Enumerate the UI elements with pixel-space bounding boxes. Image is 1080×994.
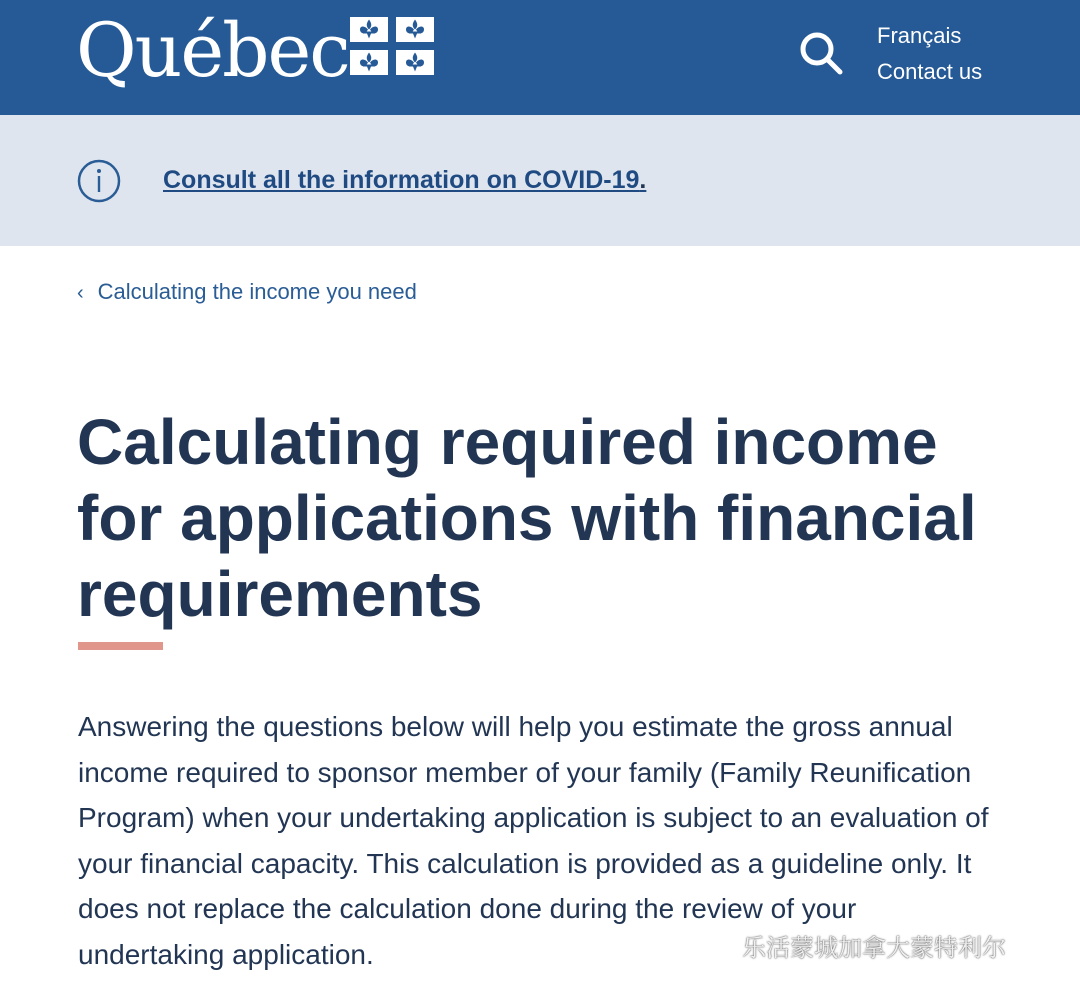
search-icon[interactable] [798, 30, 844, 76]
info-icon [77, 159, 121, 203]
wechat-icon [702, 932, 736, 960]
covid-info-link[interactable] [163, 166, 646, 195]
quebec-logo[interactable]: Québec [76, 8, 349, 94]
intro-paragraph: Answering the questions below will help you estimate the gross annual income required to sponsor member of your family (Family Reunification Program) when your undertaking application is subject to an evaluation of your financial capacity. This calculation is provided as a guideline only. It does not replace the calculation done during the review of your undertaking application. [78, 711, 989, 970]
covid-info-link-text[interactable]: Consult all the information on COVID-19 [163, 166, 640, 194]
site-header [0, 0, 1080, 115]
contact-us-link[interactable]: Contact us [877, 59, 983, 84]
watermark-text: 乐活蒙城加拿大蒙特利尔 [742, 935, 1006, 962]
title-accent-bar [78, 642, 163, 650]
breadcrumb-label[interactable]: Calculating the income you need [97, 279, 417, 304]
covid-link-period: . [639, 166, 647, 194]
page-title: Calculating required income for applications with financial requirements [77, 406, 977, 630]
chevron-left-icon: ‹ [77, 282, 84, 304]
fleurdelise-flag-icon [350, 17, 434, 75]
breadcrumb[interactable] [77, 279, 417, 305]
watermark [702, 928, 1006, 963]
language-toggle-link[interactable]: Français [877, 23, 962, 48]
